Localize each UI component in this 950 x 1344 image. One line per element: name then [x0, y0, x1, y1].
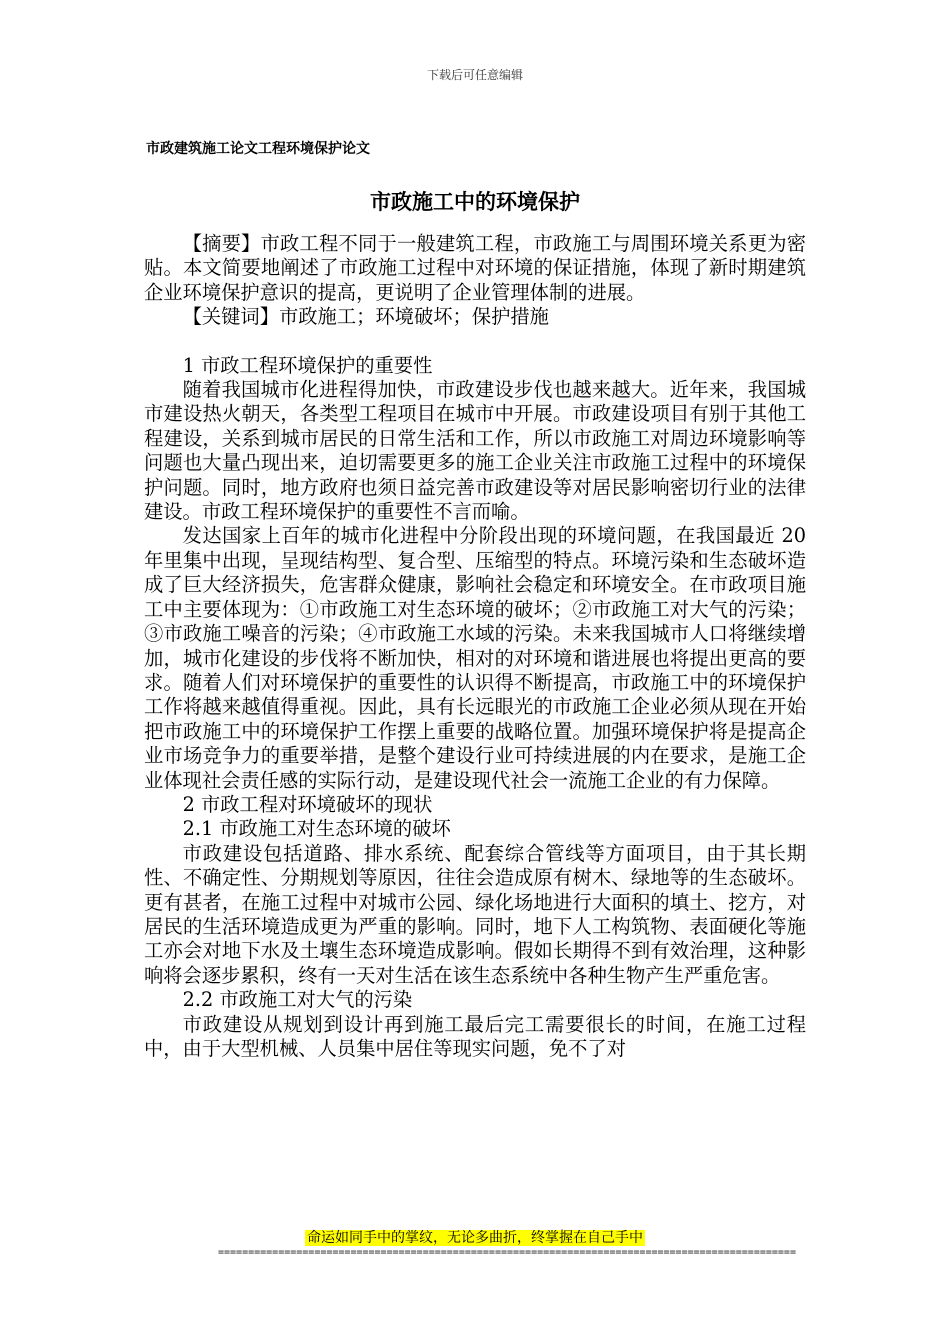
- section-heading-2: 2 市政工程对环境破坏的现状: [182, 792, 433, 816]
- body-paragraph: 发达国家上百年的城市化进程中分阶段出现的环境问题，在我国最近 20 年里集中出现，呈现结构型、复合型、压缩型的特点。环境污染和生态破坏造成了巨大经济损失，危害群众健康，影响社会稳定和环境安全。在市政项目施工中主要体现为：①市政施工对生态环境的破坏；②市政施工对大气的污染；③市政施工噪音的污染；④市政施工水域的污染。未来我国城市人口将继续增加，城市化建设的步伐将不断加快，相对的对环境和谐进展也将提出更高的要求。随着人们对环境保护的重要性的认识得不断提高，市政施工中的环境保护工作将越来越值得重视。因此，具有长远眼光的市政施工企业必须从现在开始把市政施工中的环境保护工作摆上重要的战略位置。加强环境保护将是提高企业市场竞争力的重要举措，是整个建设行业可持续进展的内在要求，是施工企业体现社会责任感的实际行动，是建设现代社会一流施工企业的有力保障。: [144, 524, 806, 792]
- subsection-heading-2-2: 2.2 市政施工对大气的污染: [182, 988, 413, 1012]
- keywords-paragraph: 【关键词】市政施工；环境破坏；保护措施: [182, 305, 549, 329]
- document-body: [144, 232, 806, 1061]
- footer-motto: [0, 1229, 950, 1247]
- footer-divider: ================================================================================================: [218, 1247, 796, 1258]
- footer-motto-text: 命运如同手中的掌纹，无论多曲折，终掌握在自己手中: [307, 1230, 643, 1246]
- body-paragraph: 市政建设包括道路、排水系统、配套综合管线等方面项目，由于其长期性、不确定性、分期规划等原因，往往会造成原有树木、绿地等的生态破坏。更有甚者，在施工过程中对城市公园、绿化场地进行大面积的填土、挖方，对居民的生活环境造成更为严重的影响。同时，地下人工构筑物、表面硬化等施工亦会对地下水及土壤生态环境造成影响。假如长期得不到有效治理，这种影响将会逐步累积，终有一天对生活在该生态系统中各种生物产生严重危害。: [144, 841, 806, 987]
- abstract-paragraph: 【摘要】市政工程不同于一般建筑工程，市政施工与周围环境关系更为密贴。本文简要地阐述了市政施工过程中对环境的保证措施，体现了新时期建筑企业环境保护意识的提高，更说明了企业管理体制的进展。: [144, 232, 806, 304]
- section-heading-1: 1 市政工程环境保护的重要性: [182, 353, 433, 377]
- page-header-note: 下载后可任意编辑: [426, 68, 523, 82]
- body-paragraph: 随着我国城市化进程得加快，市政建设步伐也越来越大。近年来，我国城市建设热火朝天，各类型工程项目在城市中开展。市政建设项目有别于其他工程建设，关系到城市居民的日常生活和工作，所以市政施工对周边环境影响等问题也大量凸现出来，迫切需要更多的施工企业关注市政施工过程中的环境保护问题。同时，地方政府也须日益完善市政建设等对居民影响密切行业的法律建设。市政工程环境保护的重要性不言而喻。: [144, 378, 806, 524]
- body-paragraph: 市政建设从规划到设计再到施工最后完工需要很长的时间，在施工过程中，由于大型机械、人员集中居住等现实问题，免不了对: [144, 1012, 806, 1060]
- subsection-heading-2-1: 2.1 市政施工对生态环境的破坏: [182, 817, 451, 841]
- document-category-label: 市政建筑施工论文工程环境保护论文: [146, 141, 370, 157]
- document-title: 市政施工中的环境保护: [370, 189, 580, 214]
